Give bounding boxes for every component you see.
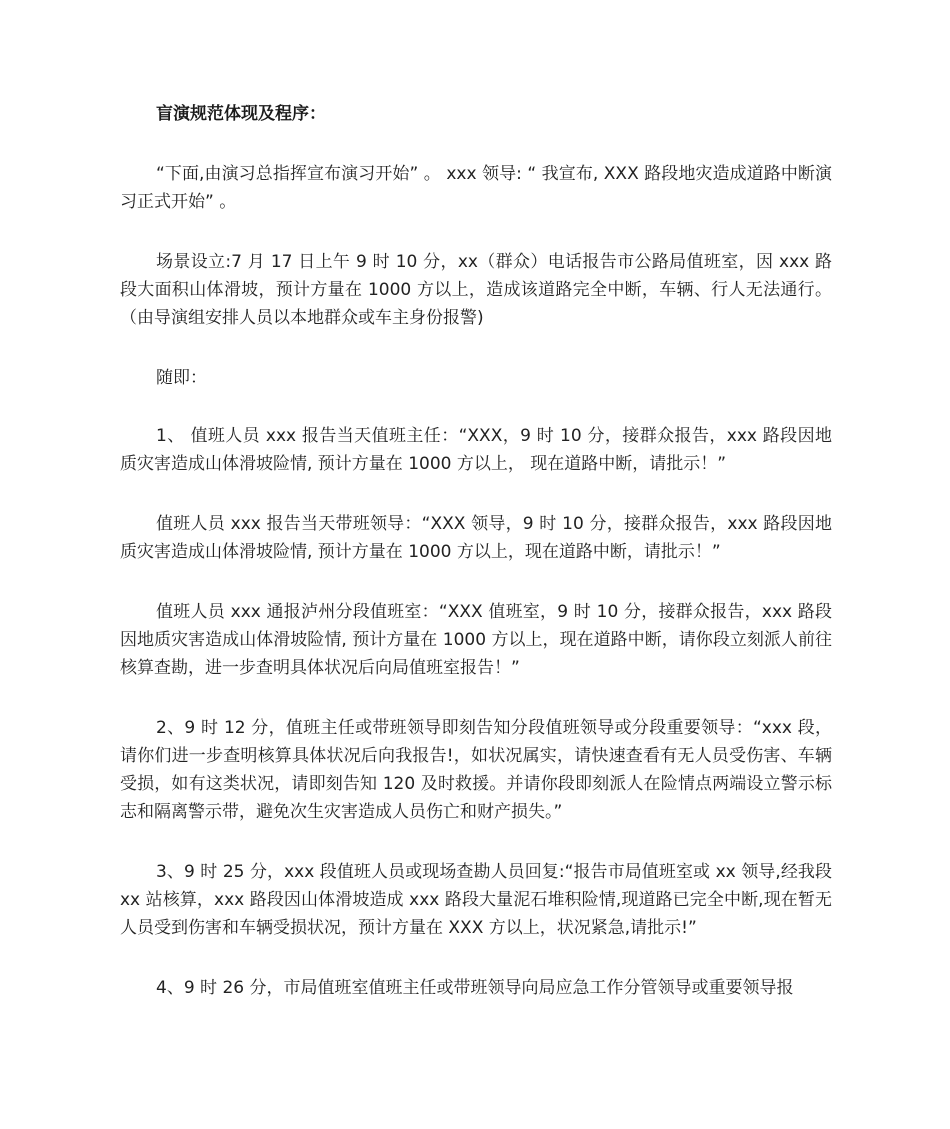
paragraph-report-leader: 值班人员 xxx 报告当天带班领导：“XXX 领导，9 时 10 分，接群众报告，xxx 路段因地质灾害造成山体滑坡险情, 预计方量在 1000 方以上，现在道路中断，请批示！” — [120, 514, 832, 562]
document-body — [120, 100, 832, 1034]
paragraph-step-1: 1、 值班人员 xxx 报告当天值班主任：“XXX，9 时 10 分，接群众报告，xxx 路段因地质灾害造成山体滑坡险情, 预计方量在 1000 方以上， 现在道路中断，请批示！” — [120, 426, 832, 474]
paragraph-opening: “下面,由演习总指挥宣布演习开始” 。 xxx 领导: “ 我宣布, XXX 路段地灾造成道路中断演习正式开始” 。 — [120, 164, 832, 212]
paragraph-notify-branch: 值班人员 xxx 通报泸州分段值班室：“XXX 值班室，9 时 10 分，接群众报告，xxx 路段因地质灾害造成山体滑坡险情, 预计方量在 1000 方以上，现在道路中断，请你段立刻派人前往核算查勘，进一步查明具体状况后向局值班室报告！” — [120, 602, 832, 678]
section-heading: 盲演规范体现及程序： — [156, 104, 326, 124]
paragraph-step-2: 2、9 时 12 分，值班主任或带班领导即刻告知分段值班领导或分段重要领导：“xxx 段，请你们进一步查明核算具体状况后向我报告!，如状况属实，请快速查看有无人员受伤害、车辆受损，如有这类状况，请即刻告知 120 及时救援。并请你段即刻派人在险情点两端设立警示标志和隔离警示带，避免次生灾害造成人员伤亡和财产损失。” — [120, 718, 832, 822]
paragraph-scene-setup: 场景设立:7 月 17 日上午 9 时 10 分，xx（群众）电话报告市公路局值班室，因 xxx 路段大面积山体滑坡，预计方量在 1000 方以上，造成该道路完全中断，车辆、行人无法通行。（由导演组安排人员以本地群众或车主身份报警) — [120, 252, 832, 328]
paragraph-then: 随即： — [156, 368, 207, 388]
paragraph-step-3: 3、9 时 25 分，xxx 段值班人员或现场查勘人员回复:“报告市局值班室或 xx 领导,经我段 xx 站核算，xxx 路段因山体滑坡造成 xxx 路段大量泥石堆积险情,现道路已完全中断,现在暂无人员受到伤害和车辆受损状况，预计方量在 XXX 方以上，状况紧急,请批示!” — [120, 862, 832, 938]
paragraph-step-4: 4、9 时 26 分，市局值班室值班主任或带班领导向局应急工作分管领导或重要领导报 — [156, 978, 794, 998]
